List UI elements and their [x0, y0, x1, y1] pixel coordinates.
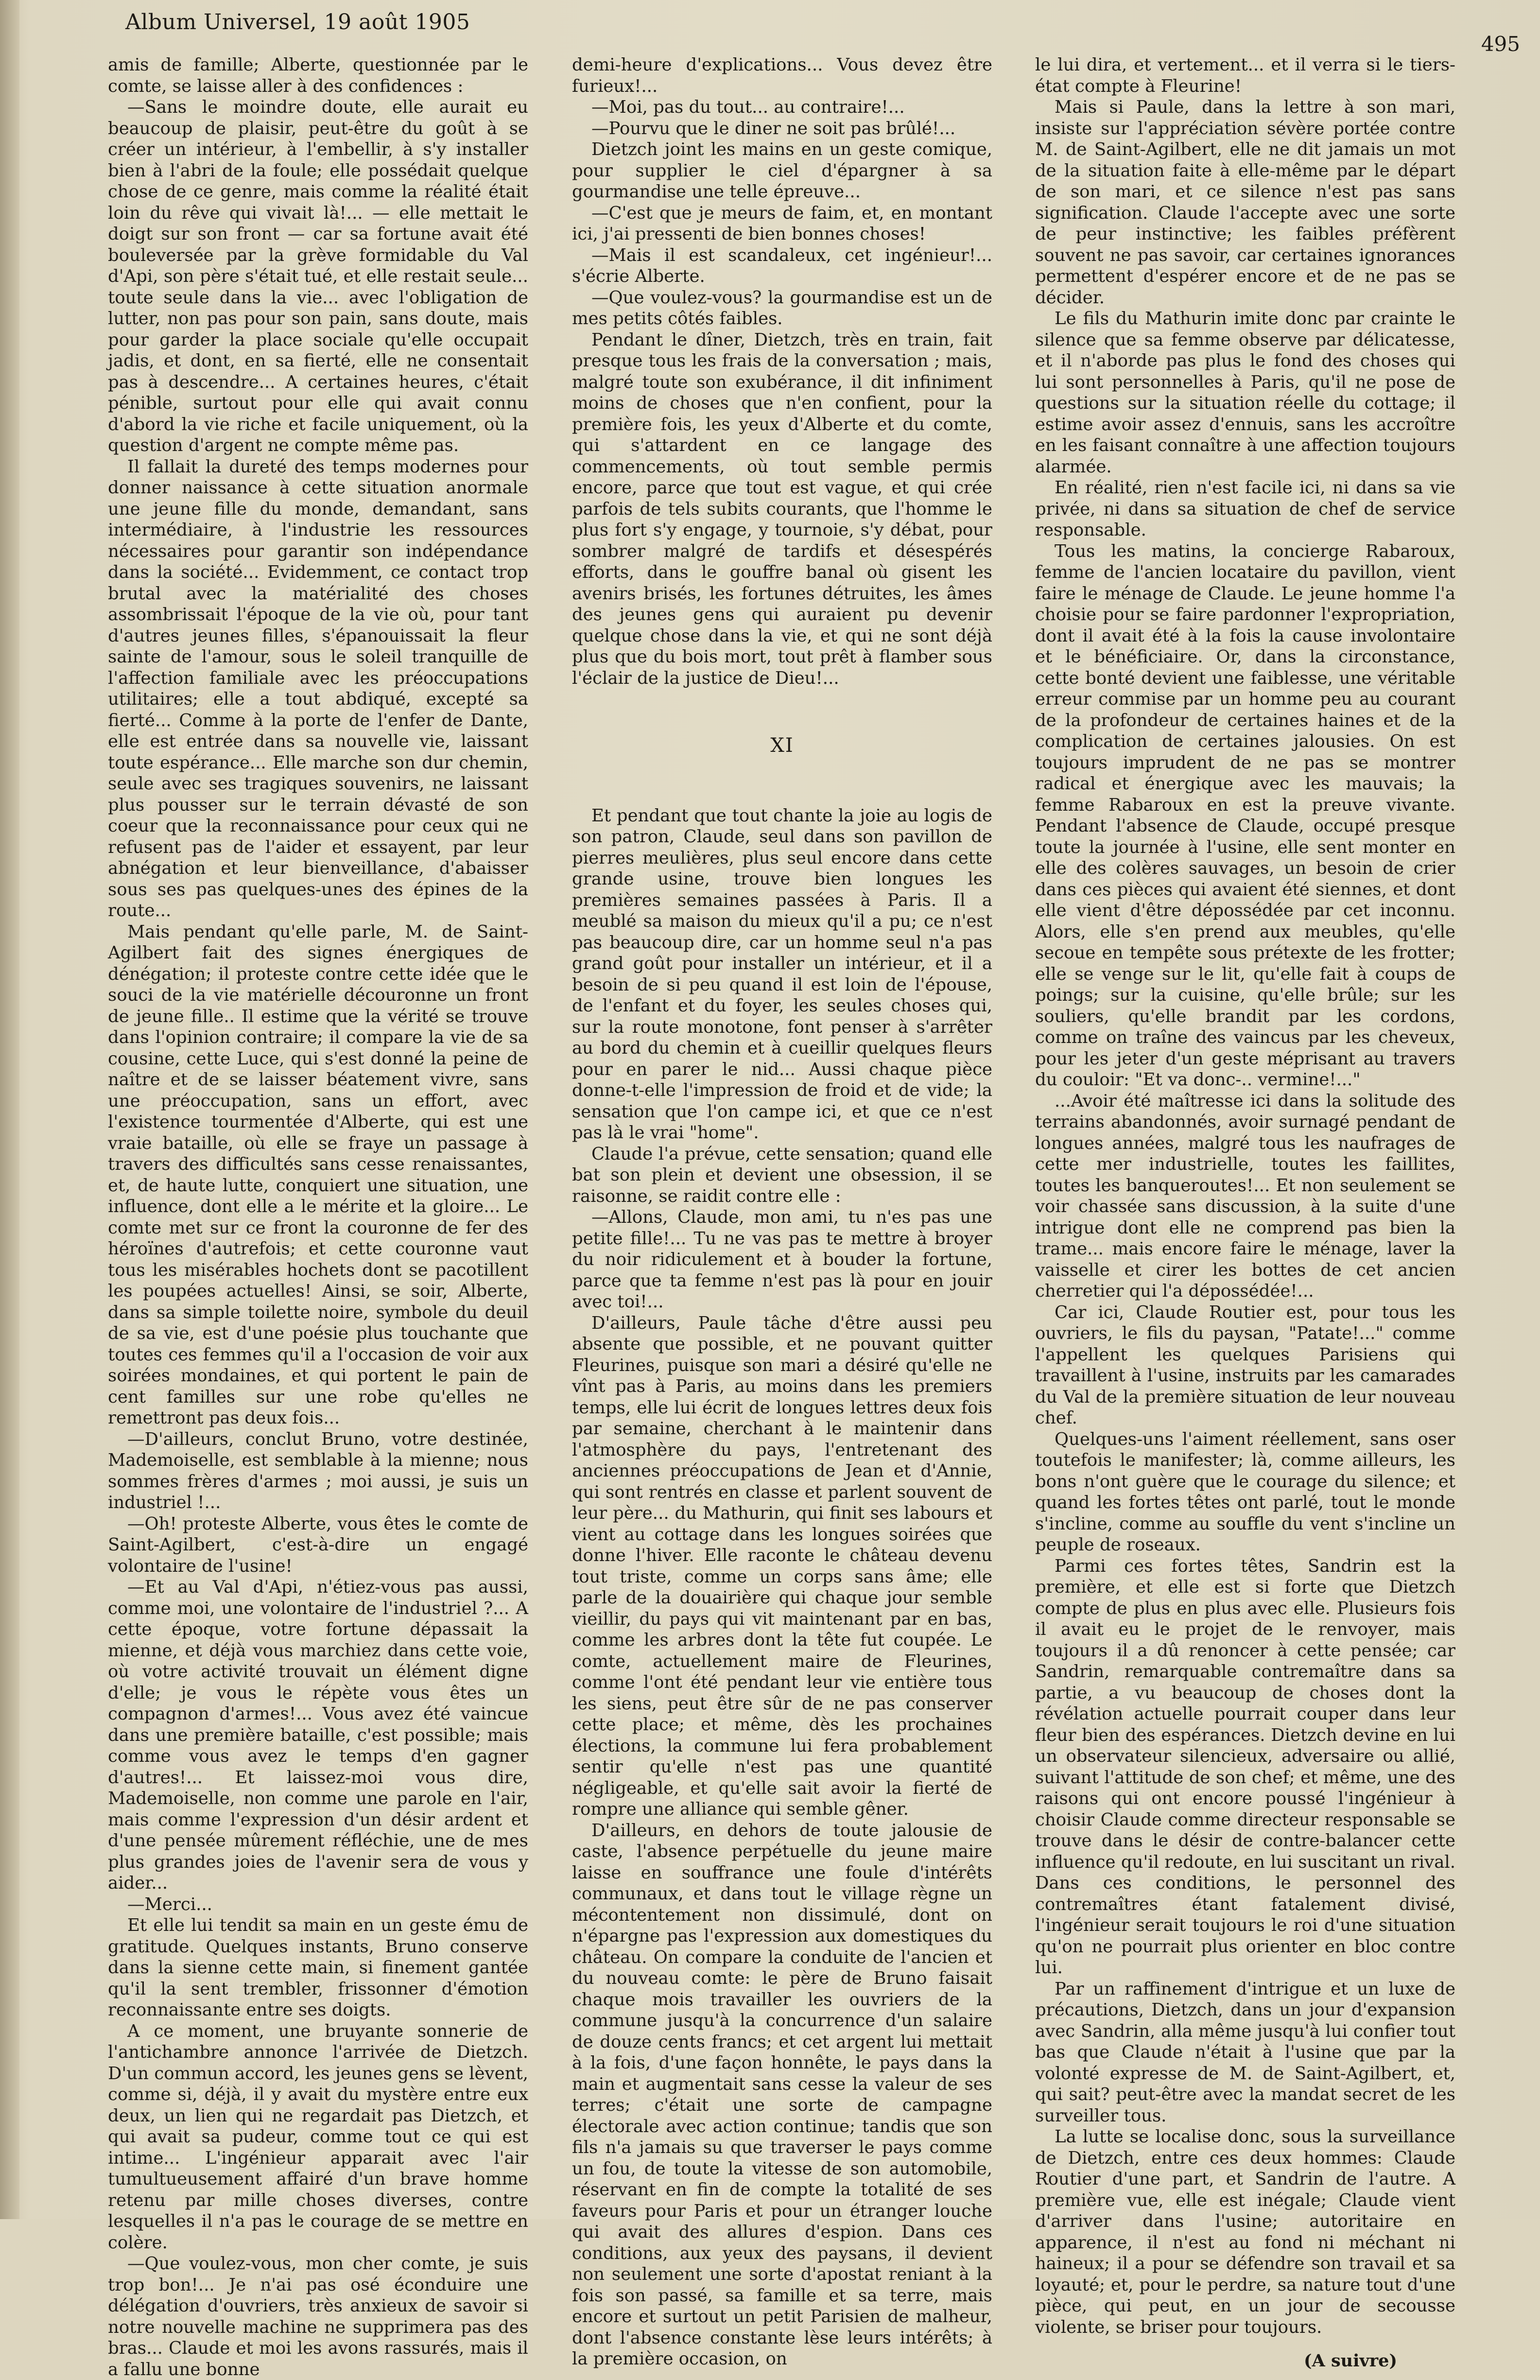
paragraph: Il fallait la dureté des temps modernes pour donner naissance à cette situation anormale une jeune fille du monde, demandant, sans intermédiaire, à l'industrie les ressources nécessaires pour garantir son indépendance dans la société... Evidemment, ce contact trop brutal avec la matérialité des choses assombrissait l'époque de la vie où, pour tant d'autres jeunes filles, s'épanouissait la fleur sainte de l'amour, sous le soleil tranquille de l'affection familiale avec les préoccupations utilitaires; elle a tout abdiqué, excepté sa fierté... Comme à la porte de l'enfer de Dante, elle est entrée dans sa nouvelle vie, laissant toute espérance... Elle marche son dur chemin, seule avec ses tragiques souvenirs, ne laissant plus pousser sur le terrain dévasté de son coeur que la reconnaissance pour ceux qui ne refusent pas de l'aider et essayent, par leur abnégation et leur bienveillance, d'abaisser sous ses pas quelques-unes des épines de la route...	[108, 456, 528, 921]
page-fold-shadow	[0, 0, 19, 2219]
paragraph: —Merci...	[127, 1894, 212, 1914]
paragraph: La lutte se localise donc, sous la surveillance de Dietzch, entre ces deux hommes: Claude Routier d'une part, et Sandrin de l'autre. A première vue, elle est inégale; Claude vient d'arriver dans l'usine; autoritaire en apparence, il n'est au fond ni méchant ni haineux; il a pour se défendre son travail et sa loyauté; et, pour le perdre, sa nature tout d'une pièce, qui peut, en un jour de secousse violente, se briser pour toujours.	[1035, 2127, 1455, 2337]
page-number: 495	[1481, 32, 1520, 56]
text-column-3	[1035, 54, 1455, 2371]
paragraph: —Pourvu que le diner ne soit pas brûlé!...	[591, 118, 956, 139]
chapter-heading: XI	[770, 734, 794, 757]
paragraph: —Et au Val d'Api, n'étiez-vous pas aussi, comme moi, une volontaire de l'industriel ?... A cette époque, votre fortune dépassait la mienne, et déjà vous marchiez dans cette voie, où votre activité trouvait un élément digne d'elle; je vous le répète vous êtes un compagnon d'armes!... Vous avez été vaincue dans une première bataille, c'est possible; mais comme vous avez le temps d'en gagner d'autres!... Et laissez-moi vous dire, Mademoiselle, non comme une parole en l'air, mais comme l'expression d'un désir ardent et d'une pensée mûrement réfléchie, une de mes plus grandes joies de l'avenir sera de vous y aider...	[108, 1577, 528, 1893]
paragraph: le lui dira, et vertement... et il verra si le tiers-état compte à Fleurine!	[1035, 55, 1455, 96]
paragraph: —Que voulez-vous, mon cher comte, je suis trop bon!... Je n'ai pas osé éconduire une délégation d'ouvriers, très anxieux de savoir si notre nouvelle machine ne supprimera pas des bras... Claude et moi les avons rassurés, mais il a fallu une bonne	[108, 2254, 528, 2380]
paragraph: demi-heure d'explications... Vous devez être furieux!...	[572, 55, 992, 96]
paragraph: —C'est que je meurs de faim, et, en montant ici, j'ai pressenti de bien bonnes choses!	[572, 203, 992, 244]
paragraph: —Mais il est scandaleux, cet ingénieur!... s'écrie Alberte.	[572, 245, 992, 286]
paragraph: Quelques-uns l'aiment réellement, sans oser toutefois le manifester; là, comme ailleurs, les bons n'ont guère que le courage du silence; et quand les fortes têtes ont parlé, tout le monde s'incline, comme au souffle du vent s'incline un peuple de roseaux.	[1035, 1429, 1455, 1555]
paragraph: Claude l'a prévue, cette sensation; quand elle bat son plein et devient une obsession, il se raisonne, se raidit contre elle :	[572, 1144, 992, 1206]
paragraph: Mais si Paule, dans la lettre à son mari, insiste sur l'appréciation sévère portée contre M. de Saint-Agilbert, elle ne dit jamais un mot de la situation faite à elle-même par le départ de son mari, et ce silence n'est pas sans signification. Claude l'accepte avec une sorte de peur instinctive; les faibles préfèrent souvent ne pas savoir, car certaines ignorances permettent d'espérer encore et de ne pas se décider.	[1035, 97, 1455, 308]
paragraph: Pendant le dîner, Dietzch, très en train, fait presque tous les frais de la conversation ; mais, malgré toute son exubérance, il dit infiniment moins de choses que n'en confient, pour la première fois, les yeux d'Alberte et du comte, qui s'attardent en ce langage des commencements, où tout semble permis encore, parce que tout est vague, et qui crée parfois de tels subits courants, que l'homme le plus fort s'y engage, y tournoie, s'y débat, pour sombrer malgré de tardifs et désespérés efforts, dans le gouffre banal où gisent les avenirs brisés, les fortunes détruites, les âmes des jeunes gens qui auraient pu devenir quelque chose dans la vie, et qui ne sont déjà plus que du bois mort, tout prêt à flamber sous l'éclair de la justice de Dieu!...	[572, 330, 992, 688]
paragraph: —D'ailleurs, conclut Bruno, votre destinée, Mademoiselle, est semblable à la mienne; nous sommes frères d'armes ; moi aussi, je suis un industriel !...	[108, 1429, 528, 1512]
page-header	[125, 6, 1520, 56]
paragraph: Mais pendant qu'elle parle, M. de Saint-Agilbert fait des signes énergiques de dénégation; il proteste contre cette idée que le souci de la vie matérielle découronne un front de jeune fille.. Il estime que la vérité se trouve dans l'opinion contraire; il compare la vie de sa cousine, cette Luce, qui s'est donné la peine de naître et de se laisser béatement vivre, sans une préoccupation, sans un effort, avec l'existence tourmentée d'Alberte, qui est une vraie bataille, où elle se fraye un passage à travers des difficultés sans cesse renaissantes, et, de haute lutte, conquiert une situation, une influence, dont elle a le mérite et la gloire... Le comte met sur ce front la couronne de fer des héroïnes d'autrefois; et cette couronne vaut tous les misérables hochets dont se pacotillent les poupées actuelles! Ainsi, se soir, Alberte, dans sa simple toilette noire, symbole du deuil de sa vie, est d'une poésie plus touchante que toutes ces femmes qu'il a l'occasion de voir aux soirées mondaines, et qui portent le pain de cent familles sur une robe qu'elles ne remettront pas deux fois...	[108, 921, 528, 1428]
paragraph: Dietzch joint les mains en un geste comique, pour supplier le ciel d'épargner à sa gourmandise une telle épreuve...	[572, 139, 992, 202]
paragraph: En réalité, rien n'est facile ici, ni dans sa vie privée, ni dans sa situation de chef de service responsable.	[1035, 478, 1455, 540]
text-column-1	[108, 54, 528, 2380]
paragraph: A ce moment, une bruyante sonnerie de l'antichambre annonce l'arrivée de Dietzch. D'un commun accord, les jeunes gens se lèvent, comme si, déjà, il y avait du mystère entre eux deux, un lien qui ne regardait pas Dietzch, et qui avait sa pudeur, comme tout ce qui est intime... L'ingénieur apparait avec l'air tumultueusement affairé d'un brave homme retenu par mille choses diverses, contre lesquelles il n'a pas le courage de se mettre en colère.	[108, 2021, 528, 2253]
paragraph: —Moi, pas du tout... au contraire!...	[591, 97, 905, 117]
text-column-2	[572, 54, 992, 2369]
paragraph: Parmi ces fortes têtes, Sandrin est la première, et elle est si forte que Dietzch compte de plus en plus avec elle. Plusieurs fois il avait eu le projet de le renvoyer, mais toujours il a dû renoncer à cette pensée; car Sandrin, remarquable contremaître dans sa partie, a vu beaucoup de choses dont la révélation actuelle pourrait couper dans leur fleur bien des espérances. Dietzch devine en lui un observateur silencieux, adversaire ou allié, suivant l'attitude de son chef; et même, une des raisons qui ont encore poussé l'ingénieur à choisir Claude comme directeur responsable se trouve dans le désir de contre-balancer cette influence qu'il redoute, en lui suscitant un rival. Dans ces conditions, le personnel des contremaîtres étant fatalement divisé, l'ingénieur serait toujours le roi d'une situation qu'on ne pourrait plus orienter en bloc contre lui.	[1035, 1556, 1455, 1978]
paragraph: amis de famille; Alberte, questionnée par le comte, se laisse aller à des confidences :	[108, 55, 528, 96]
paragraph: —Allons, Claude, mon ami, tu n'es pas une petite fille!... Tu ne vas pas te mettre à broyer du noir ridiculement et à bouder la fortune, parce que ta femme n'est pas là pour en jouir avec toi!...	[572, 1207, 992, 1312]
publication-title: Album Universel, 19 août 1905	[125, 10, 470, 35]
paragraph: —Sans le moindre doute, elle aurait eu beaucoup de plaisir, peut-être du goût à se créer un intérieur, à l'embellir, à s'y installer bien à l'abri de la foule; elle possédait quelque chose de ce genre, mais comme la réalité était loin du rêve qui vivait là!... — elle mettait le doigt sur son front — car sa fortune avait été bouleversée par la grève formidable du Val d'Api, son père s'était tué, et elle restait seule... toute seule dans la vie... avec l'obligation de lutter, non pas pour son pain, sans doute, mais pour garder la place sociale qu'elle occupait jadis, et dont, en sa fierté, elle ne consentait pas à descendre... A certaines heures, c'était pénible, surtout pour elle qui avait connu d'abord la vie riche et facile uniquement, où la question d'argent ne compte même pas.	[108, 97, 528, 455]
paragraph: Et pendant que tout chante la joie au logis de son patron, Claude, seul dans son pavillon de pierres meulières, plus seul encore dans cette grande usine, trouve bien longues les premières semaines passées à Paris. Il a meublé sa maison du mieux qu'il a pu; ce n'est pas beaucoup dire, car un homme seul n'a pas grand goût pour installer un intérieur, et il a besoin de si peu quand il est loin de l'épouse, de l'enfant et du foyer, les seules choses qui, sur la route monotone, font penser à s'arrêter au bord du chemin et à cueillir quelques fleurs pour en parer le nid... Aussi chaque pièce donne-t-elle l'impression de froid et de vide; la sensation que l'on campe ici, et que ce n'est pas là le vrai "home".	[572, 805, 992, 1143]
paragraph: —Oh! proteste Alberte, vous êtes le comte de Saint-Agilbert, c'est-à-dire un engagé volontaire de l'usine!	[108, 1513, 528, 1576]
paragraph: Par un raffinement d'intrigue et un luxe de précautions, Dietzch, dans un jour d'expansion avec Sandrin, alla même jusqu'à lui confier tout bas que Claude n'était à l'usine que par la volonté expresse de M. de Saint-Agilbert, et, qui sait? peut-être avec la mandat secret de les surveiller tous.	[1035, 1979, 1455, 2126]
paragraph: Le fils du Mathurin imite donc par crainte le silence que sa femme observe par délicatesse, et il n'aborde pas plus le fond des choses qui lui sont personnelles à Paris, qu'il ne pose de questions sur la situation réelle du cottage; il estime avoir assez d'ennuis, sans les accroître en les faisant connaître à une affection toujours alarmée.	[1035, 309, 1455, 477]
to-be-continued: (A suivre)	[1304, 2351, 1397, 2371]
paragraph: ...Avoir été maîtresse ici dans la solitude des terrains abandonnés, avoir surnagé pendant de longues années, malgré tous les naufrages de cette mer industrielle, toutes les faillites, toutes les banqueroutes!... Et non seulement se voir chassée sans discussion, à la suite d'une intrigue dont elle ne comprend pas bien la trame... mais encore faire le ménage, laver la vaisselle et cirer les bottes de cet ancien cherretier qui l'a dépossédée!...	[1035, 1091, 1455, 1301]
paragraph: Et elle lui tendit sa main en un geste ému de gratitude. Quelques instants, Bruno conserve dans la sienne cette main, si finement gantée qu'il la sent trembler, frissonner d'émotion reconnaissante entre ses doigts.	[108, 1915, 528, 2020]
paragraph: Car ici, Claude Routier est, pour tous les ouvriers, le fils du paysan, "Patate!..." comme l'appellent les quelques Parisiens qui travaillent à l'usine, instruits par les camarades du Val de la première situation de leur nouveau chef.	[1035, 1302, 1455, 1428]
paragraph: D'ailleurs, Paule tâche d'être aussi peu absente que possible, et ne pouvant quitter Fleurines, puisque son mari a désiré qu'elle ne vînt pas à Paris, au moins dans les premiers temps, elle lui écrit de longues lettres deux fois par semaine, cherchant à le maintenir dans l'atmosphère du pays, l'entretenant des anciennes préoccupations de Jean et d'Annie, qui sont rentrés en classe et parlent souvent de leur père... du Mathurin, qui finit ses labours et vient au cottage dans les longues soirées que donne l'hiver. Elle raconte le château devenu tout triste, comme un corps sans âme; elle parle de la douairière qui chaque jour semble vieillir, du pays qui vit maintenant par en bas, comme les arbres dont la tête fut coupée. Le comte, actuellement maire de Fleurines, comme l'ont été pendant leur vie entière tous les siens, peut être sûr de ne pas conserver cette place; et même, dès les prochaines élections, la commune lui fera probablement sentir qu'elle n'est pas une quantité négligeable, et qu'elle sait avoir la fierté de rompre une alliance qui semble gêner.	[572, 1313, 992, 1819]
paragraph: D'ailleurs, en dehors de toute jalousie de caste, l'absence perpétuelle du jeune maire laisse en souffrance une foule d'intérêts communaux, et dans tout le village règne un mécontentement non dissimulé, dont on n'épargne pas l'expression aux domestiques du château. On compare la conduite de l'ancien et du nouveau comte: le père de Bruno faisait chaque mois travailler les ouvriers de la commune jusqu'à la concurrence d'un salaire de douze cents francs; et cet argent lui mettait à la fois, d'une façon honnête, le pays dans la main et augmentait sans cesse la valeur de ses terres; c'était une sorte de campagne électorale avec action continue; tandis que son fils n'a jamais su que traverser le pays comme un fou, de toute la vitesse de son automobile, réservant en fin de compte la totalité de ses faveurs pour Paris et pour un étranger louche qui avait des allures d'espion. Dans ces conditions, aux yeux des paysans, il devient non seulement une sorte d'apostat reniant à la fois son passé, sa famille et sa terre, mais encore et surtout un petit Parisien de malheur, dont l'absence constante lèse leurs intérêts; à la première occasion, on	[572, 1820, 992, 2369]
paragraph: —Que voulez-vous? la gourmandise est un de mes petits côtés faibles.	[572, 287, 992, 329]
paragraph: Tous les matins, la concierge Rabaroux, femme de l'ancien locataire du pavillon, vient faire le ménage de Claude. Le jeune homme l'a choisie pour se faire pardonner l'expropriation, dont il avait été à la fois la cause involontaire et le bénéficiaire. Or, dans la circonstance, cette bonté devient une faiblesse, une véritable erreur commise par un homme peu au courant de la profondeur de certaines haines et de la complication de certaines jalousies. On est toujours imprudent de ne pas se montrer radical et énergique avec les mauvais; la femme Rabaroux en est la preuve vivante. Pendant l'absence de Claude, occupé presque toute la journée à l'usine, elle sent monter en elle des colères sauvages, un besoin de crier dans ces pièces qui avaient été siennes, et dont elle vient d'être dépossédée par cet inconnu. Alors, elle s'en prend aux meubles, qu'elle secoue en tempête sous prétexte de les frotter; elle se venge sur le lit, qu'elle fait à coups de poings; sur la cuisine, qu'elle brûle; sur les souliers, qu'elle brandit par les cordons, comme on traîne des vaincus par les cheveux, pour les jeter d'un geste méprisant au travers du couloir: "Et va donc-.. vermine!..."	[1035, 541, 1455, 1090]
